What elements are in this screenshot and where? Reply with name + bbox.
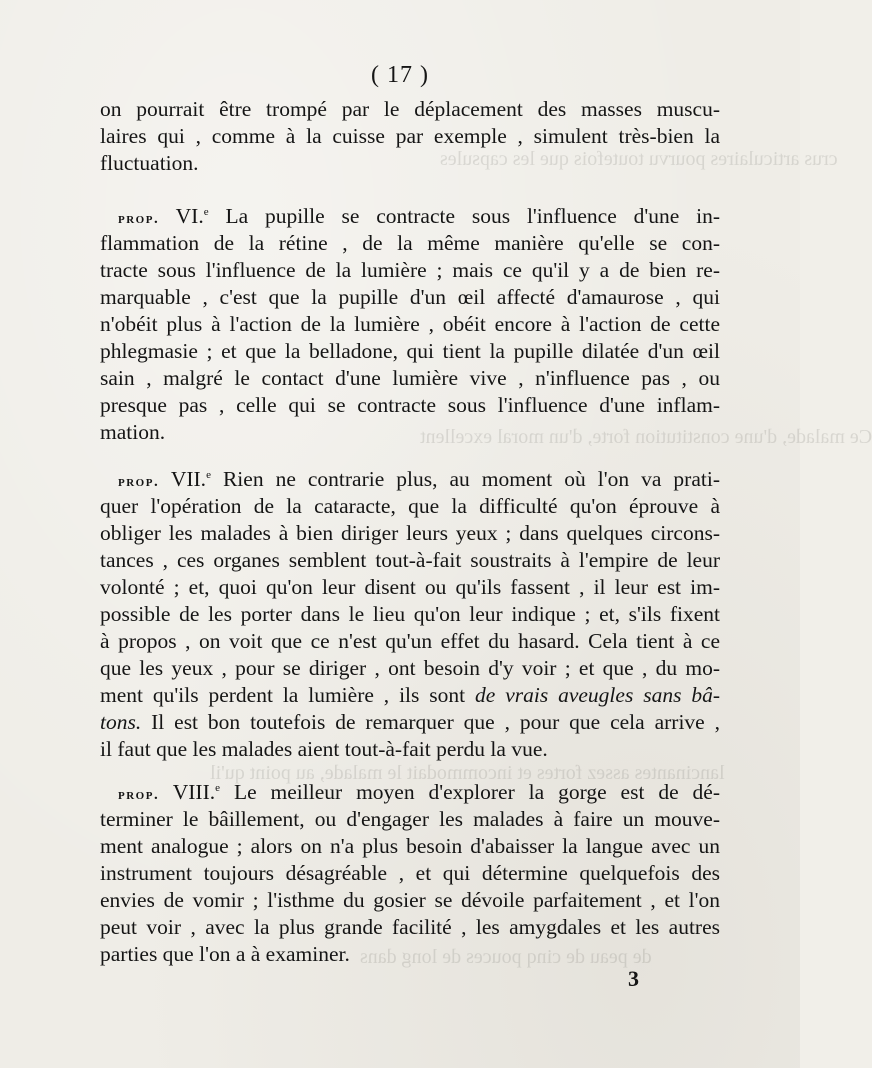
prop-7-line-4: tances , ces organes semblent tout-à-fait soustraits à l'empire de leur bbox=[100, 548, 720, 572]
prop-8-line-5: envies de vomir ; l'isthme du gosier se dévoile parfaitement , et l'on bbox=[100, 888, 720, 912]
prop-6-line-7: sain , malgré le contact d'une lumière vive , n'influence pas , ou bbox=[100, 366, 720, 390]
prop-7-line-10: tons. Il est bon toutefois de remarquer que , pour que cela arrive , bbox=[100, 710, 720, 734]
prop-6-line-2: flammation de la rétine , de la même manière qu'elle se con- bbox=[100, 231, 720, 255]
page-number: ( 17 ) bbox=[371, 62, 429, 88]
prop-6-line-9: mation. bbox=[100, 420, 166, 444]
prop-6-line-8: presque pas , celle qui se contracte sous l'influence d'une inflam- bbox=[100, 393, 720, 417]
prop-8-line-2: terminer le bâillement, ou d'engager les malades à faire un mouve- bbox=[100, 807, 720, 831]
prop-6-label: prop. bbox=[118, 211, 160, 227]
prop-6-line-6: phlegmasie ; et que la belladone, qui tient la pupille dilatée d'un œil bbox=[100, 339, 720, 363]
italic-phrase: de vrais aveugles sans bâ- bbox=[475, 683, 720, 707]
prop-8-label: prop. bbox=[118, 787, 160, 803]
prop-7-paragraph bbox=[100, 466, 720, 763]
prop-8-line-3: ment analogue ; alors on n'a plus besoin d'abaisser la langue avec un bbox=[100, 834, 720, 858]
intro-line-3: fluctuation. bbox=[100, 151, 199, 175]
prop-7-label: prop. bbox=[118, 474, 160, 490]
prop-6-line-3: tracte sous l'influence de la lumière ; mais ce qu'il y a de bien re- bbox=[100, 258, 720, 282]
italic-phrase-end: tons. bbox=[100, 710, 142, 734]
prop-7-number: VII.$^e$ bbox=[170, 467, 211, 491]
prop-8-line-1: prop. VIII.$^e$ Le meilleur moyen d'explorer la gorge est de dé- bbox=[118, 780, 721, 804]
prop-8-line-6: peut voir , avec la plus grande facilité , les amygdales et les autres bbox=[100, 915, 720, 939]
show-through-3: lancinantes assez fortes et incommodait le malade, au point qu'il bbox=[210, 762, 725, 784]
prop-8-paragraph bbox=[100, 779, 720, 968]
prop-6-line-5: n'obéit plus à l'action de la lumière , obéit encore à l'action de cette bbox=[100, 312, 720, 336]
prop-7-line-9: ment qu'ils perdent la lumière , ils sont de vrais aveugles sans bâ- bbox=[100, 683, 720, 707]
prop-8-number: VIII.$^e$ bbox=[172, 780, 221, 804]
prop-7-line-6: possible de les porter dans le lieu qu'on leur indique ; et, s'ils fixent bbox=[100, 602, 720, 626]
prop-8-line-7: parties que l'on a à examiner. bbox=[100, 942, 350, 966]
show-through-4: de peau de cinq pouces de long dans bbox=[360, 946, 652, 968]
prop-7-line-5: volonté ; et, quoi qu'on leur disent ou qu'ils fassent , il leur est im- bbox=[100, 575, 720, 599]
prop-7-line-3: obliger les malades à bien diriger leurs yeux ; dans quelques circons- bbox=[100, 521, 720, 545]
prop-7-line-2: quer l'opération de la cataracte, que la difficulté qu'on éprouve à bbox=[100, 494, 720, 518]
prop-8-line-4: instrument toujours désagréable , et qui détermine quelquefois des bbox=[100, 861, 720, 885]
intro-line-2: laires qui , comme à la cuisse par exemple , simulent très-bien la bbox=[100, 124, 720, 148]
intro-paragraph bbox=[100, 96, 720, 177]
show-through-2: Ce malade, d'une constitution forte, d'un moral excellent bbox=[420, 426, 872, 448]
prop-7-line-8: que les yeux , pour se diriger , ont besoin d'y voir ; et que , du mo- bbox=[100, 656, 720, 680]
prop-7-line-1: prop. VII.$^e$ Rien ne contrarie plus, au moment où l'on va prati- bbox=[118, 467, 720, 491]
prop-6-paragraph bbox=[100, 203, 720, 446]
prop-7-line-7: à propos , on voit que ce n'est qu'un effet du hasard. Cela tient à ce bbox=[100, 629, 720, 653]
signature-mark: 3 bbox=[628, 966, 639, 991]
prop-7-line-11: il faut que les malades aient tout-à-fait perdu la vue. bbox=[100, 737, 548, 761]
prop-6-line-4: marquable , c'est que la pupille d'un œil affecté d'amaurose , qui bbox=[100, 285, 720, 309]
prop-6-number: VI.$^e$ bbox=[175, 204, 209, 228]
prop-6-line-1: prop. VI.$^e$ La pupille se contracte sous l'influence d'une in- bbox=[118, 204, 720, 228]
show-through-1: crus articulaires pourvu toutefois que les capsules bbox=[440, 148, 838, 170]
intro-line-1: on pourrait être trompé par le déplacement des masses muscu- bbox=[100, 97, 720, 121]
